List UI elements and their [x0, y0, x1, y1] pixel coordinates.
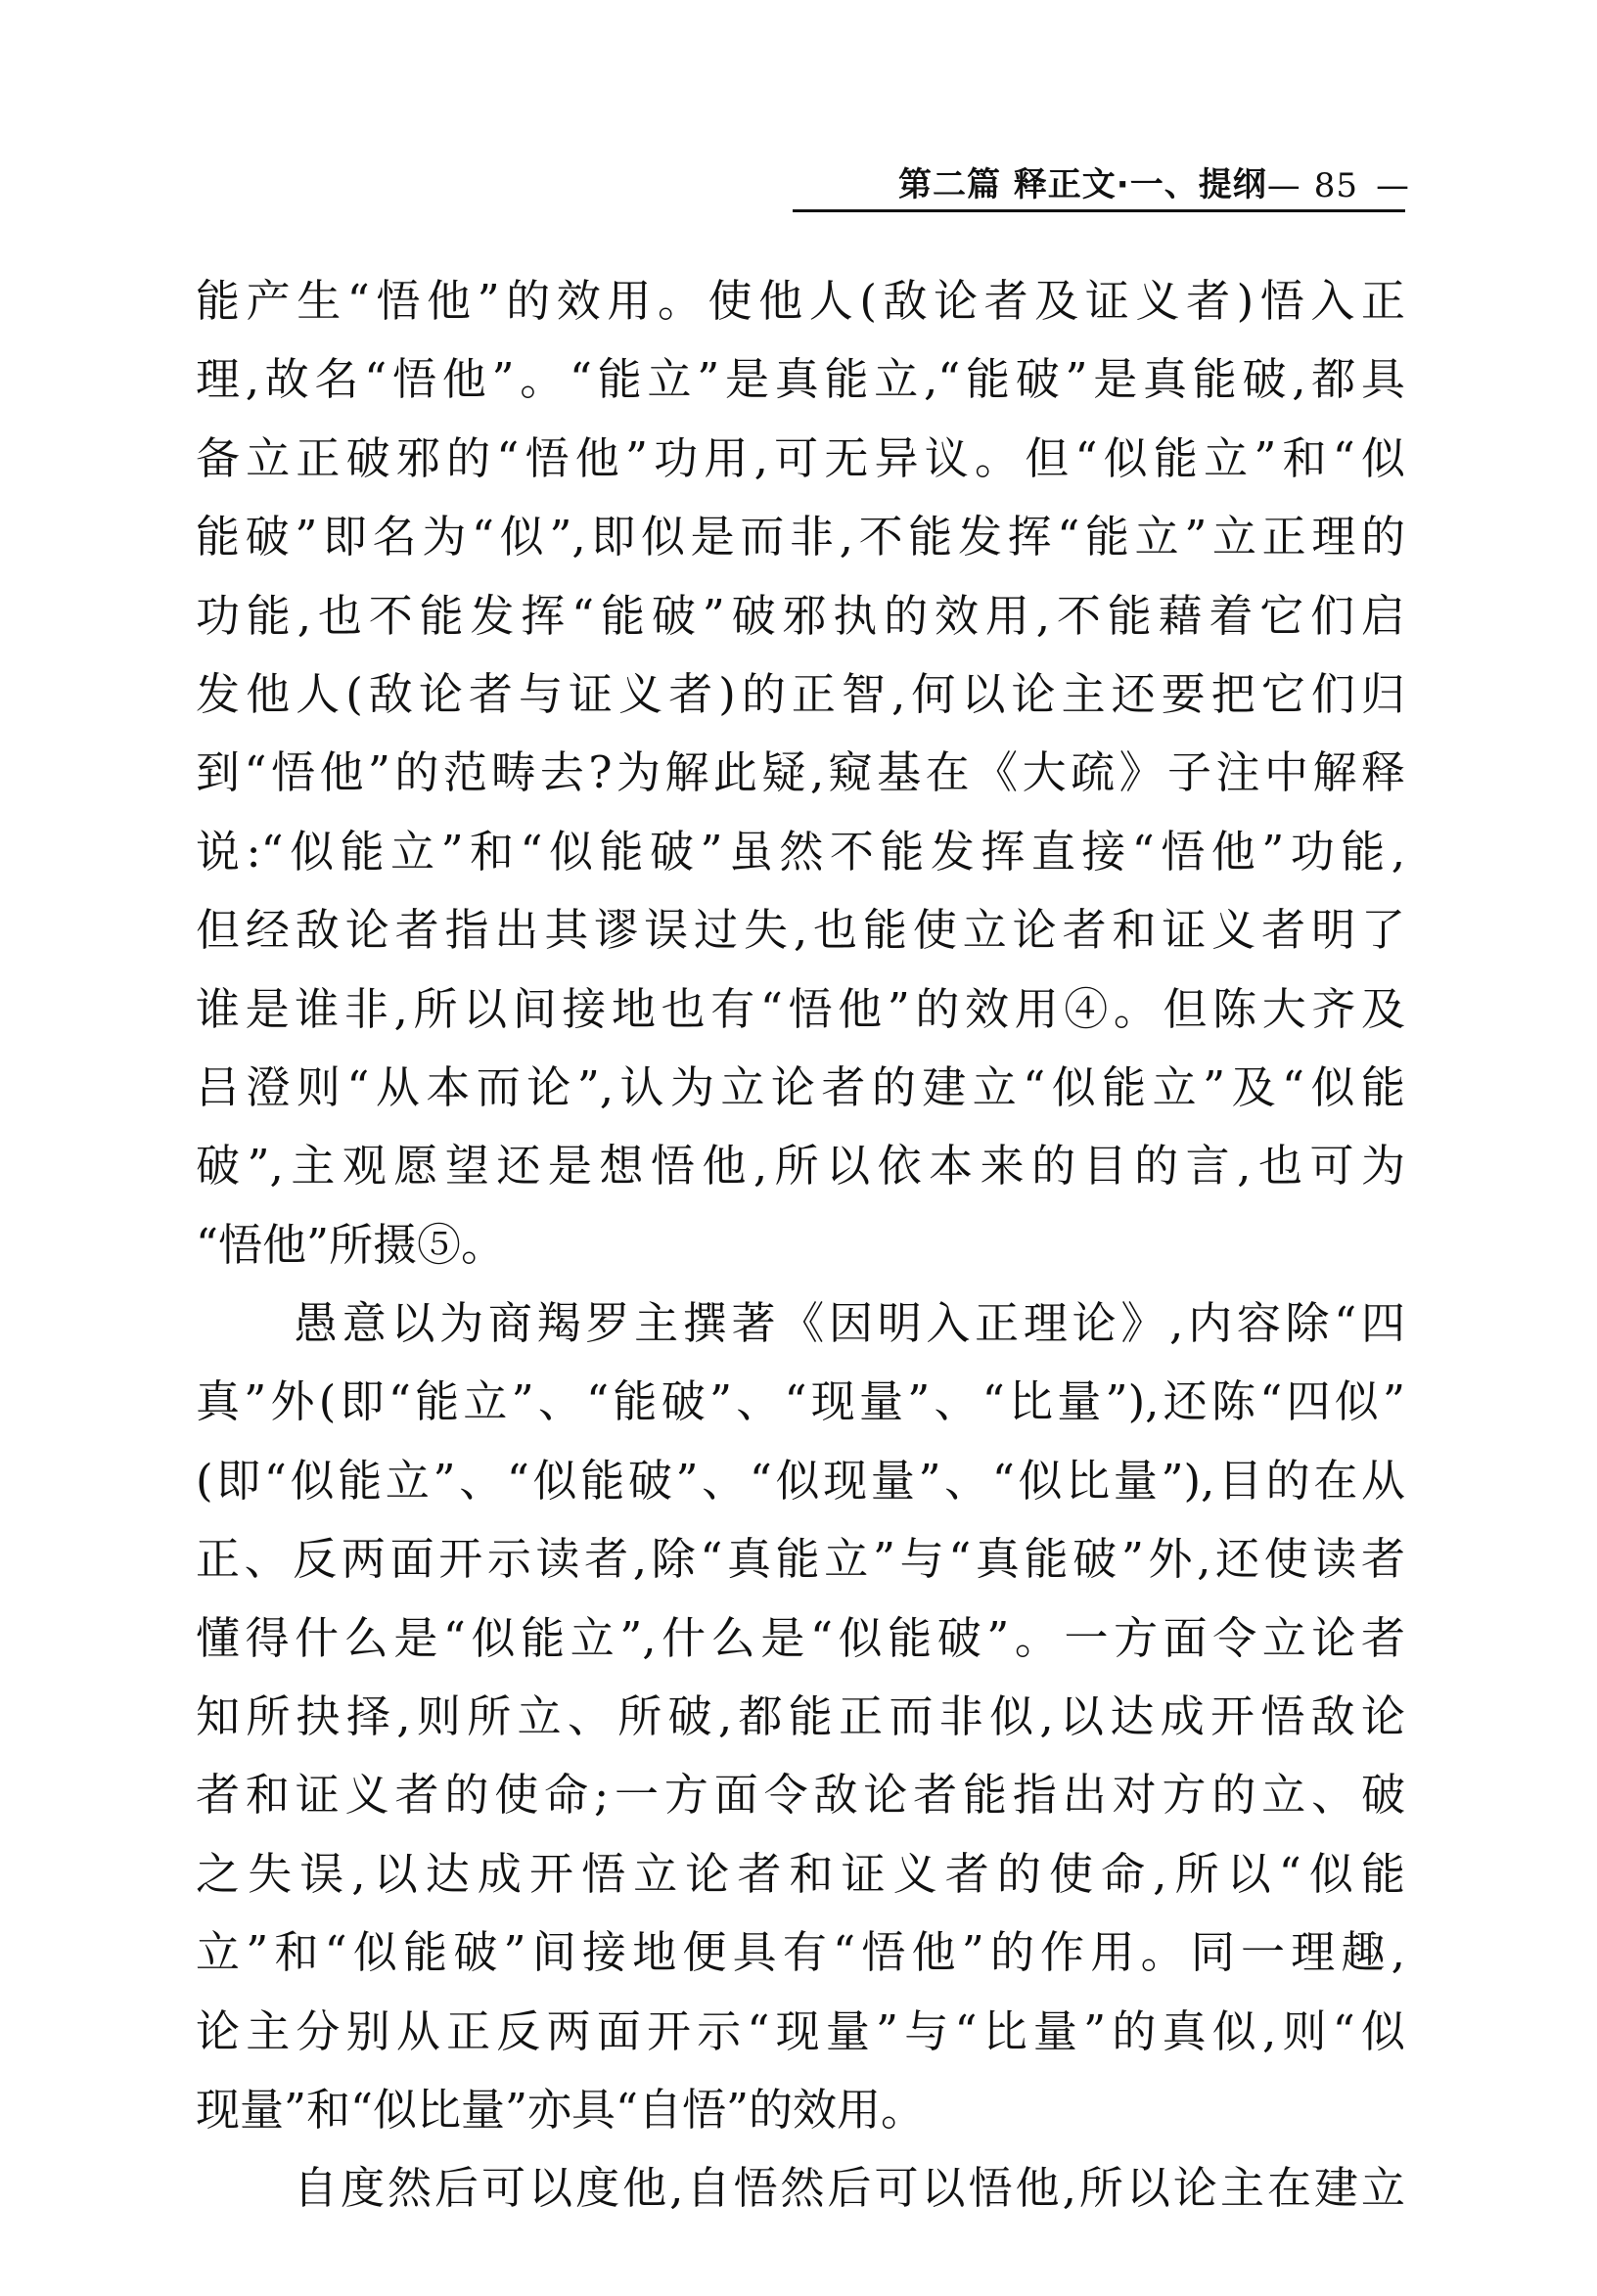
page-number: 85 — [1313, 166, 1358, 205]
running-header — [793, 155, 1410, 212]
text-line: 真”外(即“能立”、“能破”、“现量”、“比量”),还陈“四似” — [196, 1375, 1405, 1428]
text-line: 说:“似能立”和“似能破”虽然不能发挥直接“悟他”功能, — [196, 825, 1405, 878]
header-section-title: 第二篇 释正文·一、提纲 — [897, 165, 1267, 204]
text-line: 现量”和“似比量”亦具“自悟”的效用。 — [196, 2083, 926, 2136]
text-line: 能产生“悟他”的效用。使他人(敌论者及证义者)悟入正 — [196, 275, 1405, 327]
text-line: 懂得什么是“似能立”,什么是“似能破”。一方面令立论者 — [196, 1611, 1405, 1664]
text-line: 破”,主观愿望还是想悟他,所以依本来的目的言,也可为 — [196, 1140, 1405, 1193]
text-line: 立”和“似能破”间接地便具有“悟他”的作用。同一理趣, — [196, 1926, 1405, 1979]
header-dash-left: — — [1266, 166, 1301, 205]
header-dash-right: — — [1376, 166, 1410, 205]
paragraph-first-line: 自度然后可以度他,自悟然后可以悟他,所以论主在建立 — [294, 2162, 1405, 2215]
text-line: 吕澄则“从本而论”,认为立论者的建立“似能立”及“似能 — [196, 1060, 1405, 1113]
text-line: 谁是谁非,所以间接地也有“悟他”的效用④。但陈大齐及 — [196, 982, 1405, 1035]
text-line: 之失误,以达成开悟立论者和证义者的使命,所以“似能 — [196, 1847, 1405, 1900]
text-line: 论主分别从正反两面开示“现量”与“比量”的真似,则“似 — [196, 2004, 1405, 2057]
text-line: 备立正破邪的“悟他”功用,可无异议。但“似能立”和“似 — [196, 431, 1405, 484]
text-line: 正、反两面开示读者,除“真能立”与“真能破”外,还使读者 — [196, 1533, 1405, 1586]
text-line: 发他人(敌论者与证义者)的正智,何以论主还要把它们归 — [196, 667, 1405, 720]
text-line: (即“似能立”、“似能破”、“似现量”、“似比量”),目的在从 — [196, 1454, 1405, 1507]
text-line: 能破”即名为“似”,即似是而非,不能发挥“能立”立正理的 — [196, 511, 1405, 563]
text-line: 者和证义者的使命;一方面令敌论者能指出对方的立、破 — [196, 1769, 1405, 1822]
text-line: “悟他”所摄⑤。 — [196, 1218, 506, 1271]
body-text — [196, 262, 1405, 2228]
text-line: 理,故名“悟他”。“能立”是真能立,“能破”是真能破,都具 — [196, 353, 1405, 406]
text-line: 功能,也不能发挥“能破”破邪执的效用,不能藉着它们启 — [196, 589, 1405, 642]
text-line: 但经敌论者指出其谬误过失,也能使立论者和证义者明了 — [196, 904, 1405, 957]
text-line: 知所抉择,则所立、所破,都能正而非似,以达成开悟敌论 — [196, 1690, 1405, 1743]
text-line: 到“悟他”的范畴去?为解此疑,窥基在《大疏》子注中解释 — [196, 746, 1405, 799]
paragraph-first-line: 愚意以为商羯罗主撰著《因明入正理论》,内容除“四 — [294, 1297, 1405, 1350]
